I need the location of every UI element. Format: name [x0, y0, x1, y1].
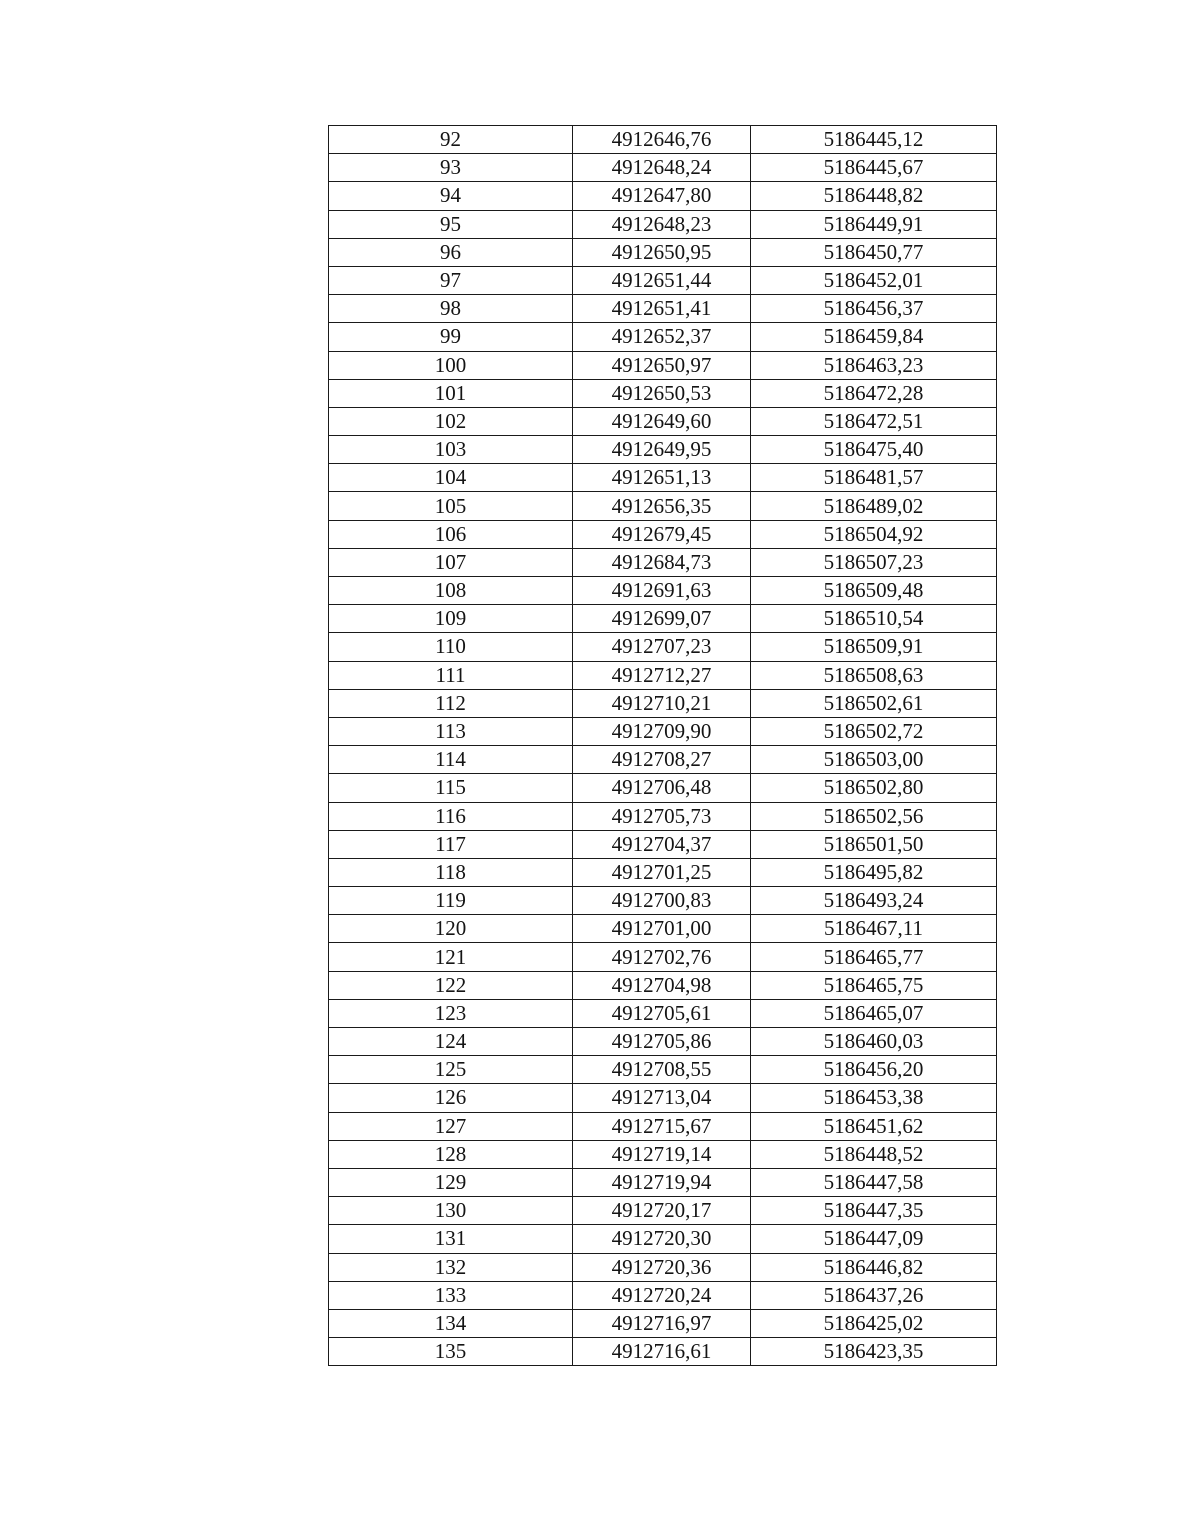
- coordinates-table: [328, 125, 997, 1366]
- point-number-cell: 119: [329, 887, 573, 915]
- table-row: [329, 915, 997, 943]
- y-coordinate-cell: 5186503,00: [751, 746, 997, 774]
- y-coordinate-cell: 5186502,80: [751, 774, 997, 802]
- x-coordinate-cell: 4912646,76: [573, 126, 751, 154]
- point-number-cell: 114: [329, 746, 573, 774]
- point-number-cell: 116: [329, 802, 573, 830]
- y-coordinate-cell: 5186456,37: [751, 295, 997, 323]
- point-number-cell: 111: [329, 661, 573, 689]
- x-coordinate-cell: 4912651,41: [573, 295, 751, 323]
- table-row: [329, 971, 997, 999]
- y-coordinate-cell: 5186465,77: [751, 943, 997, 971]
- x-coordinate-cell: 4912651,13: [573, 464, 751, 492]
- point-number-cell: 107: [329, 548, 573, 576]
- x-coordinate-cell: 4912647,80: [573, 182, 751, 210]
- point-number-cell: 117: [329, 830, 573, 858]
- y-coordinate-cell: 5186447,35: [751, 1197, 997, 1225]
- y-coordinate-cell: 5186445,67: [751, 154, 997, 182]
- x-coordinate-cell: 4912702,76: [573, 943, 751, 971]
- y-coordinate-cell: 5186508,63: [751, 661, 997, 689]
- y-coordinate-cell: 5186475,40: [751, 436, 997, 464]
- x-coordinate-cell: 4912648,24: [573, 154, 751, 182]
- point-number-cell: 135: [329, 1338, 573, 1366]
- x-coordinate-cell: 4912704,37: [573, 830, 751, 858]
- point-number-cell: 103: [329, 436, 573, 464]
- y-coordinate-cell: 5186425,02: [751, 1309, 997, 1337]
- x-coordinate-cell: 4912720,24: [573, 1281, 751, 1309]
- table-row: [329, 774, 997, 802]
- table-row: [329, 1309, 997, 1337]
- table-row: [329, 1225, 997, 1253]
- x-coordinate-cell: 4912715,67: [573, 1112, 751, 1140]
- x-coordinate-cell: 4912679,45: [573, 520, 751, 548]
- x-coordinate-cell: 4912705,73: [573, 802, 751, 830]
- y-coordinate-cell: 5186448,52: [751, 1140, 997, 1168]
- table-row: [329, 1084, 997, 1112]
- table-row: [329, 464, 997, 492]
- table-row: [329, 802, 997, 830]
- point-number-cell: 126: [329, 1084, 573, 1112]
- x-coordinate-cell: 4912705,86: [573, 1028, 751, 1056]
- x-coordinate-cell: 4912651,44: [573, 266, 751, 294]
- y-coordinate-cell: 5186510,54: [751, 605, 997, 633]
- table-row: [329, 1338, 997, 1366]
- y-coordinate-cell: 5186481,57: [751, 464, 997, 492]
- point-number-cell: 104: [329, 464, 573, 492]
- table-row: [329, 1197, 997, 1225]
- point-number-cell: 92: [329, 126, 573, 154]
- coordinates-table-body: [329, 126, 997, 1366]
- x-coordinate-cell: 4912650,97: [573, 351, 751, 379]
- x-coordinate-cell: 4912708,27: [573, 746, 751, 774]
- table-row: [329, 943, 997, 971]
- x-coordinate-cell: 4912649,60: [573, 407, 751, 435]
- x-coordinate-cell: 4912649,95: [573, 436, 751, 464]
- table-row: [329, 492, 997, 520]
- x-coordinate-cell: 4912720,30: [573, 1225, 751, 1253]
- x-coordinate-cell: 4912705,61: [573, 999, 751, 1027]
- y-coordinate-cell: 5186423,35: [751, 1338, 997, 1366]
- point-number-cell: 134: [329, 1309, 573, 1337]
- y-coordinate-cell: 5186447,58: [751, 1168, 997, 1196]
- y-coordinate-cell: 5186450,77: [751, 238, 997, 266]
- table-row: [329, 266, 997, 294]
- table-row: [329, 238, 997, 266]
- x-coordinate-cell: 4912720,36: [573, 1253, 751, 1281]
- y-coordinate-cell: 5186472,28: [751, 379, 997, 407]
- point-number-cell: 108: [329, 577, 573, 605]
- table-row: [329, 1168, 997, 1196]
- point-number-cell: 101: [329, 379, 573, 407]
- point-number-cell: 122: [329, 971, 573, 999]
- point-number-cell: 96: [329, 238, 573, 266]
- table-row: [329, 182, 997, 210]
- x-coordinate-cell: 4912652,37: [573, 323, 751, 351]
- y-coordinate-cell: 5186501,50: [751, 830, 997, 858]
- table-row: [329, 1253, 997, 1281]
- point-number-cell: 93: [329, 154, 573, 182]
- point-number-cell: 98: [329, 295, 573, 323]
- point-number-cell: 133: [329, 1281, 573, 1309]
- x-coordinate-cell: 4912699,07: [573, 605, 751, 633]
- table-row: [329, 633, 997, 661]
- y-coordinate-cell: 5186507,23: [751, 548, 997, 576]
- x-coordinate-cell: 4912713,04: [573, 1084, 751, 1112]
- point-number-cell: 110: [329, 633, 573, 661]
- table-row: [329, 520, 997, 548]
- y-coordinate-cell: 5186460,03: [751, 1028, 997, 1056]
- point-number-cell: 99: [329, 323, 573, 351]
- table-row: [329, 210, 997, 238]
- y-coordinate-cell: 5186465,75: [751, 971, 997, 999]
- y-coordinate-cell: 5186456,20: [751, 1056, 997, 1084]
- y-coordinate-cell: 5186472,51: [751, 407, 997, 435]
- table-row: [329, 126, 997, 154]
- x-coordinate-cell: 4912709,90: [573, 717, 751, 745]
- x-coordinate-cell: 4912708,55: [573, 1056, 751, 1084]
- table-row: [329, 1028, 997, 1056]
- table-row: [329, 746, 997, 774]
- table-row: [329, 689, 997, 717]
- point-number-cell: 97: [329, 266, 573, 294]
- point-number-cell: 120: [329, 915, 573, 943]
- x-coordinate-cell: 4912716,61: [573, 1338, 751, 1366]
- table-row: [329, 548, 997, 576]
- y-coordinate-cell: 5186453,38: [751, 1084, 997, 1112]
- y-coordinate-cell: 5186502,72: [751, 717, 997, 745]
- point-number-cell: 105: [329, 492, 573, 520]
- x-coordinate-cell: 4912701,00: [573, 915, 751, 943]
- table-row: [329, 323, 997, 351]
- x-coordinate-cell: 4912712,27: [573, 661, 751, 689]
- y-coordinate-cell: 5186493,24: [751, 887, 997, 915]
- y-coordinate-cell: 5186445,12: [751, 126, 997, 154]
- y-coordinate-cell: 5186446,82: [751, 1253, 997, 1281]
- point-number-cell: 100: [329, 351, 573, 379]
- x-coordinate-cell: 4912700,83: [573, 887, 751, 915]
- table-row: [329, 858, 997, 886]
- y-coordinate-cell: 5186449,91: [751, 210, 997, 238]
- point-number-cell: 112: [329, 689, 573, 717]
- x-coordinate-cell: 4912656,35: [573, 492, 751, 520]
- table-row: [329, 379, 997, 407]
- x-coordinate-cell: 4912719,14: [573, 1140, 751, 1168]
- x-coordinate-cell: 4912650,95: [573, 238, 751, 266]
- y-coordinate-cell: 5186447,09: [751, 1225, 997, 1253]
- table-row: [329, 154, 997, 182]
- y-coordinate-cell: 5186467,11: [751, 915, 997, 943]
- point-number-cell: 95: [329, 210, 573, 238]
- point-number-cell: 129: [329, 1168, 573, 1196]
- y-coordinate-cell: 5186495,82: [751, 858, 997, 886]
- y-coordinate-cell: 5186504,92: [751, 520, 997, 548]
- point-number-cell: 106: [329, 520, 573, 548]
- point-number-cell: 121: [329, 943, 573, 971]
- y-coordinate-cell: 5186451,62: [751, 1112, 997, 1140]
- x-coordinate-cell: 4912719,94: [573, 1168, 751, 1196]
- table-row: [329, 1056, 997, 1084]
- table-row: [329, 295, 997, 323]
- point-number-cell: 102: [329, 407, 573, 435]
- point-number-cell: 115: [329, 774, 573, 802]
- point-number-cell: 131: [329, 1225, 573, 1253]
- table-row: [329, 605, 997, 633]
- y-coordinate-cell: 5186459,84: [751, 323, 997, 351]
- table-row: [329, 351, 997, 379]
- x-coordinate-cell: 4912704,98: [573, 971, 751, 999]
- x-coordinate-cell: 4912684,73: [573, 548, 751, 576]
- point-number-cell: 113: [329, 717, 573, 745]
- point-number-cell: 109: [329, 605, 573, 633]
- table-row: [329, 830, 997, 858]
- y-coordinate-cell: 5186502,56: [751, 802, 997, 830]
- x-coordinate-cell: 4912706,48: [573, 774, 751, 802]
- y-coordinate-cell: 5186452,01: [751, 266, 997, 294]
- y-coordinate-cell: 5186509,91: [751, 633, 997, 661]
- x-coordinate-cell: 4912716,97: [573, 1309, 751, 1337]
- point-number-cell: 128: [329, 1140, 573, 1168]
- table-row: [329, 1140, 997, 1168]
- table-row: [329, 407, 997, 435]
- y-coordinate-cell: 5186502,61: [751, 689, 997, 717]
- x-coordinate-cell: 4912648,23: [573, 210, 751, 238]
- y-coordinate-cell: 5186448,82: [751, 182, 997, 210]
- table-row: [329, 1281, 997, 1309]
- x-coordinate-cell: 4912710,21: [573, 689, 751, 717]
- point-number-cell: 124: [329, 1028, 573, 1056]
- y-coordinate-cell: 5186463,23: [751, 351, 997, 379]
- point-number-cell: 125: [329, 1056, 573, 1084]
- point-number-cell: 127: [329, 1112, 573, 1140]
- y-coordinate-cell: 5186509,48: [751, 577, 997, 605]
- point-number-cell: 94: [329, 182, 573, 210]
- y-coordinate-cell: 5186437,26: [751, 1281, 997, 1309]
- x-coordinate-cell: 4912707,23: [573, 633, 751, 661]
- y-coordinate-cell: 5186465,07: [751, 999, 997, 1027]
- table-row: [329, 436, 997, 464]
- x-coordinate-cell: 4912701,25: [573, 858, 751, 886]
- table-row: [329, 717, 997, 745]
- point-number-cell: 130: [329, 1197, 573, 1225]
- x-coordinate-cell: 4912720,17: [573, 1197, 751, 1225]
- table-row: [329, 661, 997, 689]
- table-row: [329, 1112, 997, 1140]
- x-coordinate-cell: 4912691,63: [573, 577, 751, 605]
- y-coordinate-cell: 5186489,02: [751, 492, 997, 520]
- point-number-cell: 132: [329, 1253, 573, 1281]
- table-row: [329, 577, 997, 605]
- table-row: [329, 999, 997, 1027]
- point-number-cell: 118: [329, 858, 573, 886]
- x-coordinate-cell: 4912650,53: [573, 379, 751, 407]
- point-number-cell: 123: [329, 999, 573, 1027]
- table-row: [329, 887, 997, 915]
